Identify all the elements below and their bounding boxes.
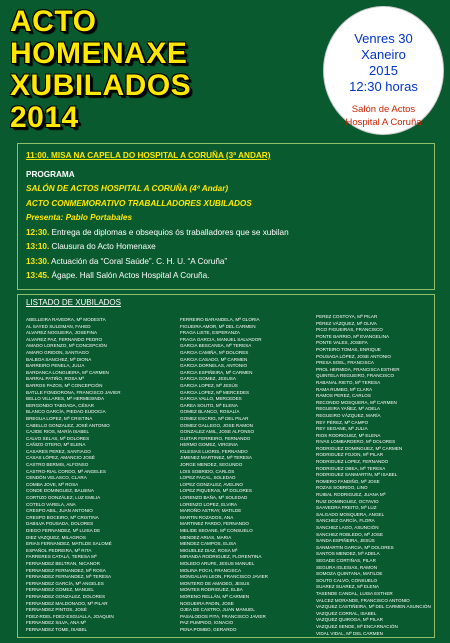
retiree-name: BALBOA SANCHEZ, Mª DIONA — [26, 356, 92, 362]
retiree-name: CASTRO-RIAL CORDO, Mª ANGELES — [26, 468, 106, 474]
retiree-name: FERREIRO BARANDELA, Mª GLORIA — [180, 317, 260, 322]
retiree-name: CALVO SELAS, Mª DOLORES — [26, 435, 90, 441]
retiree-name: ROZAS SOBRIDO, LINO — [316, 485, 368, 491]
retiree-name: SANCHEZ GARCÍA, FLORA — [316, 518, 375, 524]
retiree-name: LORENZO BAÑA, Mª SOLEDAD — [180, 495, 248, 501]
retiree-name: CAJIDE RIOS, MARÍA ISABEL — [26, 429, 90, 435]
presenter-line: Presenta: Pablo Portabales — [26, 213, 133, 222]
retiree-name: CRESPO ABIL, JUAN ANTONIO — [26, 508, 93, 514]
title-line-1: ACTO — [10, 5, 97, 38]
retiree-name: GARCIA BESCANSA, Mª TERESA — [180, 343, 252, 349]
retiree-name: PROL HERMIDA, FRANCISCA ESTHER — [316, 366, 400, 372]
venue-line-2: Hospital A Coruña — [345, 117, 422, 128]
title-line-3: XUBILADOS — [10, 69, 192, 102]
retiree-name: MONTES RODRIGUEZ, ELBA — [180, 587, 243, 593]
program-box — [17, 143, 435, 290]
retiree-name: DIEGO FERNANDEZ, Mª LUISA DE — [26, 528, 101, 533]
program-item-time: 13:10. — [26, 242, 50, 251]
retiree-name: BLANCO GARCÍA, PIEDAD EUDOCIA — [26, 409, 106, 415]
retiree-name: VAZQUEZ QUIROGA, Mª PILAR — [316, 617, 383, 623]
retiree-name: FERNANDEZ FERNANDEZ, Mª ROSA — [26, 567, 106, 573]
retiree-name: GARCIA ESPIÑEIRA, Mª CARMEN — [180, 369, 253, 375]
retiree-name: MIRANDA RODRIGUEZ, FLORENTINA — [180, 554, 262, 560]
retiree-name: FERNANDEZ MALDONADO, Mª PILAR — [26, 600, 108, 606]
retiree-name: MENDEZ CAMPOS, ELISA — [180, 541, 237, 547]
retiree-name: AMADO LORENZO, Mª CONCEPCIÓN — [26, 343, 107, 349]
time-line: 12:30 horas — [349, 79, 418, 94]
retiree-name: REGUEIRO VÁZQUEZ, MARÍA — [316, 412, 381, 418]
retiree-name: RUIBAL RODRIGUEZ, JUANA Mª — [316, 492, 386, 498]
retiree-name: FARRERES CATALÁ, TERESA Mª — [26, 554, 97, 560]
retiree-name: SEGURA IGLESIAS, RAMON — [316, 564, 378, 570]
retiree-name: POUSADA LÓPEZ, JOSE ANTONIO — [316, 353, 391, 359]
retiree-name: ALVAREZ NOGUEIRA, JOSEFINA — [26, 330, 98, 336]
retiree-name: RUIZ DOMINGUEZ, OCTAVIO — [316, 498, 379, 504]
retiree-name: QUINTELA REGUEIRO, FRANCISCO — [316, 373, 395, 379]
retiree-name: MORENO RELLÁN, Mª CARMEN — [180, 593, 250, 599]
retiree-name: FRAGA LISTE, ESPERANZA — [180, 330, 240, 336]
program-item — [26, 241, 426, 253]
program-item-time: 13:30. — [26, 256, 50, 266]
retiree-name: RODRIGUEZ SANMARTIN, Mª ISABEL — [316, 472, 398, 478]
retiree-name: FERNANDEZ GOMEZ, MANUEL — [26, 587, 94, 593]
retiree-name: RECONDO MOSQUERA, Mª CARMEN — [316, 399, 397, 405]
venue-line-1: Salón de Actos — [351, 104, 416, 115]
retiree-name: RAMA RUMBO, Mª CLARA — [316, 386, 373, 392]
retirees-list-box — [17, 294, 435, 638]
retiree-name: OJEA DE CASTRO, JUAN MANUEL — [180, 607, 255, 613]
retiree-name: SAAVEDRA FREITO, Mª LUZ — [316, 505, 377, 511]
retiree-name: RABANAL RIETO, Mª TERESA — [316, 379, 381, 385]
retiree-name: MAROÑO ASTRAY, MATILDE — [180, 508, 242, 514]
retiree-name: ESPAÑOL PEDREIRA, Mª RITA — [26, 547, 92, 553]
program-item — [26, 256, 426, 268]
retiree-name: GARCIA GOMEZ, JESUSA — [180, 376, 236, 382]
retiree-name: CRESPO BOCEIRO, Mª CRISTINA — [26, 514, 99, 520]
retiree-name: MONGALIAN LEON, FRANCISCO JAVIER — [180, 574, 268, 580]
retiree-name: FIGUEIRA AMOR, Mª DEL CARMEN — [180, 323, 256, 329]
retiree-name: BARROS PAZOS, Mª CONCEPCIÓN — [26, 382, 103, 388]
retiree-name: DIEZ VAZQUEZ, MILAGROS — [26, 534, 86, 540]
title-line-2: HOMENAXE — [10, 37, 188, 70]
retiree-name: PORTEIRO TOMAS, ENRIQUE — [316, 346, 381, 352]
retiree-name: MIGUELEZ DIAZ, ROSA Mª — [180, 547, 238, 553]
retiree-name: REGUEIRA YAÑEZ, Mª ADELA — [316, 406, 381, 412]
retiree-name: FERNANDEZ GONZALEZ, DOLORES — [26, 593, 106, 599]
retiree-name: SOMOZA QUINTANA, MATILDE — [316, 571, 383, 577]
retiree-name: SANDA ESPIÑEIRA, JESÚS — [316, 538, 375, 544]
retiree-name: RIVAS LOMBARDERO, Mª DOLORES — [316, 439, 396, 445]
retiree-name: RAMOS PEREZ, CARLOS — [316, 393, 371, 399]
program-item-time: 12:30. — [26, 227, 50, 237]
event-title — [10, 6, 191, 134]
retiree-name: RODRIGUEZ OBEA, Mª TERESA — [316, 465, 386, 471]
hall-line: SALÓN DE ACTOS HOSPITAL A CORUÑA (4ª Andar) — [26, 184, 229, 193]
program-item-text: Entrega de diplomas e obsequios ós traballadores que se xubilan — [51, 227, 289, 237]
retiree-name: IGLESIAS LUGRIS, FERNANDO — [180, 448, 248, 454]
program-item — [26, 227, 426, 239]
retiree-name: PEREZ COSTOYA, Mª PILAR — [316, 314, 378, 319]
retiree-name: FRAGA GARCIA, MANUEL SALVADOR — [180, 336, 262, 342]
retiree-name: FDEZ-RDEL FDEZ-ESGUALLA, JOAQUIN — [26, 613, 114, 619]
retiree-name: GAREA SOUTO, Mª ELENA — [180, 402, 238, 408]
retiree-name: BREGUA LOPEZ, Mª CRISTINA — [26, 415, 93, 421]
retiree-name: MARTINEZ PARDO, FERNANDO — [180, 521, 249, 527]
retiree-name: TASENDE CANDAL, LUISA ESTHER — [316, 590, 393, 596]
retiree-name: PÉREZ VÁZQUEZ, Mª OLIVA — [316, 320, 377, 326]
act-line: ACTO CONMEMORATIVO TRABALLADORES XUBILADOS — [26, 198, 252, 208]
retiree-name: GARCIA DORNELAS, ANTONIO — [180, 363, 248, 369]
retiree-name: VAZQUEZ CASTIÑEIRA, Mª DEL CARMEN ASUNCIÓN — [316, 604, 431, 610]
retiree-name: REY SEOANE, Mª JULIA — [316, 426, 368, 432]
retiree-name: HERMO GOMEZ, VIRGINIA — [180, 442, 238, 448]
retiree-name: FERNANDEZ BELTRAN, NICANOR — [26, 560, 100, 566]
retiree-name: SANCHEZ ROBLEDO, Mª JOSE — [316, 531, 384, 537]
retiree-name: JORGE MENDEZ, SEGUNDO — [180, 462, 243, 468]
date-line-2: Xaneiro — [361, 47, 406, 62]
retiree-name: LOPEZ PIQUERAS, Mª DOLORES — [180, 488, 252, 494]
retiree-name: FERNANDEZ FERNANDEZ, Mª TERESA — [26, 574, 112, 580]
program-heading: PROGRAMA — [26, 169, 75, 179]
retiree-name: RIOS RODRIGUEZ, Mª ELENA — [316, 432, 381, 438]
retiree-name: GUITAR FERREIRO, FERNANDO — [180, 435, 251, 441]
retiree-name: CABELLO GONZALEZ, JOSÉ ANTONIO — [26, 422, 110, 428]
retiree-name: CORTIZO GONZÁLEZ, LUZ EMILIA — [26, 495, 101, 501]
retiree-name: VALCEZ MORANDE, FRANCISCO ANTONIO — [316, 597, 410, 603]
retiree-name: FERNANDEZ TOME, ISABEL — [26, 626, 88, 632]
date-line-1: Venres 30 — [354, 31, 413, 46]
retirees-column-2 — [180, 317, 310, 634]
retiree-name: FERNANDEZ SILVA, ANA Mª — [26, 620, 86, 626]
program-item-text: Ágape. Hall Salón Actos Hospital A Coruña. — [51, 271, 210, 280]
retiree-name: COMBA JOVE, Mª ROSA — [26, 481, 79, 487]
date-oval — [323, 6, 444, 135]
retiree-name: SOUTO CALVO, CONSUELO — [316, 577, 378, 583]
retiree-name: MENDEZ ARIAS, MARIA — [180, 534, 232, 540]
retiree-name: JIMENEZ MARTINEZ, Mª TERESA — [180, 455, 252, 461]
retiree-name: GOMEZ GALLEGO, JOSE RAMON — [180, 422, 254, 428]
retiree-name: RODRIGUEZ DOMINGUEZ, Mª CARMEN — [316, 445, 403, 451]
program-item — [26, 270, 426, 282]
retiree-name: AL SAYED SULEIMAN, FAHED — [26, 323, 91, 329]
retiree-name: PASALODOS PITA, FRANCISCO JAVIER — [180, 613, 266, 619]
retiree-name: CAÑIZO OTERO, Mª ELENA — [26, 442, 86, 448]
retiree-name: DABILVA POUSADA, DOLORES — [26, 521, 94, 527]
retiree-name: GARCIA LOPEZ, Mª MERCEDES — [180, 389, 250, 395]
retiree-name: VAZQUEZ SENDE, Mª ENCARNACIÓN — [316, 623, 398, 629]
retiree-name: GOMEZ BLANCO, ROSALÍA — [180, 409, 240, 415]
retiree-name: SANTOS MENDEZ, Mª ADELA — [316, 551, 380, 557]
retiree-name: RODRIGUEZ FOJON, Mª PILAR — [316, 452, 384, 458]
retiree-name: SEGADE CORTIÑAS, PILAR — [316, 557, 376, 563]
retiree-name: CASTRO BERMIS, ALFONSO — [26, 462, 89, 468]
retiree-name: COTELO VARELA, ANA — [26, 501, 76, 507]
retiree-name: MOLEDO ARUFE, JESUS MANUEL — [180, 560, 255, 566]
list-heading: LISTADO DE XUBILADOS — [26, 298, 121, 307]
retiree-name: GOMEZ ESCRIG, Mª DEL PILAR — [180, 415, 249, 421]
retiree-name: FERNANDEZ GARCÍA, Mª ANGELES — [26, 580, 104, 586]
retiree-name: BARREIRO PENELA, JULIA — [26, 363, 85, 369]
title-line-4: 2014 — [10, 101, 79, 134]
retiree-name: PONTE BARRIO, Mª EVANGELINA — [316, 333, 390, 339]
retiree-name: LORENZO LOPEZ, ELVIRA — [180, 501, 238, 507]
retiree-name: GARCIA CAMIÑA, Mª DOLORES — [180, 349, 249, 355]
retiree-name: VAZQUEZ CORRAL, ISABEL — [316, 610, 377, 616]
program-item-time: 13:45. — [26, 271, 50, 280]
retiree-name: REY PÉREZ, Mª CAMPO — [316, 419, 369, 425]
retiree-name: BARRAL PATIÑO, ROSA Mª — [26, 376, 85, 382]
retiree-name: ROMERO FANDIÑO, Mª JOSE — [316, 478, 380, 484]
program-item-text: Clausura do Acto Homenaxe — [51, 242, 156, 251]
retirees-column-1 — [26, 317, 176, 634]
retiree-name: LOPEZ FACAL, SOLEDAD — [180, 475, 236, 481]
retiree-name: VIDAL VIDAL, Mª DEL CARMEN — [316, 630, 383, 636]
retiree-name: LOIS SOBRIDO, CARLOS — [180, 468, 235, 474]
retiree-name: BELLO VILLARES, Mª HERMESINDA — [26, 396, 105, 402]
retiree-name: SANCHEZ LAGO, ASUNCIÓN — [316, 525, 379, 530]
retiree-name: BATLLE FONDORONA, FRANCISCO JAVIER — [26, 389, 121, 395]
retiree-name: BERGONDO TABOADA, CÉSAR — [26, 402, 94, 408]
retiree-name: NOGUEIRA PADIN, JOSE — [180, 600, 234, 606]
retiree-name: PRESA SOEL, FRANCISCA — [316, 360, 374, 366]
retiree-name: SUAREZ SUAREZ, Mª ELENA — [316, 584, 379, 590]
retirees-column-3 — [316, 314, 431, 637]
retiree-name: CONDE DOMINGUEZ, BALBINA — [26, 488, 94, 494]
retiree-name: SALGADO MOSQUERA, ANGEL — [316, 511, 385, 517]
retiree-name: ABELLEIRA RAVEDRA, Mª MODESTA — [26, 317, 106, 322]
date-line-3: 2015 — [369, 63, 398, 78]
retiree-name: GONZALEZ AMIL, JOSE ALFONSO — [180, 429, 255, 435]
retiree-name: BARDANCA LONGUEIRA, Mª CARMEN — [26, 369, 109, 375]
retiree-name: AMARO GRIDON, SANTIAGO — [26, 349, 89, 355]
retiree-name: ERIAS FERNANDEZ, MATILDE SALOMÉ — [26, 541, 112, 547]
program-item-text: Actuación da “Coral Saúde”. C. H. U. “A Coruña” — [51, 256, 228, 266]
retiree-name: GARCIA CASADO, Mª CARMEN — [180, 356, 248, 362]
retiree-name: MARTIN ROZADOS, ANA — [180, 514, 234, 520]
retiree-name: PICO FIGUEIRAS, FRANCISCO — [316, 327, 383, 333]
retiree-name: LOPEZ GONZALEZ, AVELINO — [180, 481, 243, 487]
retiree-name: CASARES PEREZ, SANTIAGO — [26, 448, 91, 454]
retiree-name: SANMARTIN GARCIA, Mª DOLORES — [316, 544, 394, 550]
mass-line: 11:00. MISA NA CAPELA DO HOSPITAL A CORUÑA (3ª ANDAR) — [26, 151, 271, 160]
retiree-name: GARCIA LOPEZ, Mª JESÚS — [180, 382, 238, 388]
retiree-name: MOLINA POCH, FRANCISCA — [180, 567, 242, 573]
retiree-name: MONTERO DE AMADEO, JESUS — [180, 580, 250, 586]
retiree-name: CENDÓN VELASCO, CLARA — [26, 475, 87, 481]
retiree-name: RODRIGUEZ LOPEZ, FERNANDO — [316, 459, 389, 465]
retiree-name: PAZ PUMPIDO, IGNACIO — [180, 620, 234, 626]
retiree-name: MELIDE SEOANE, Mª CONSUELO — [180, 528, 253, 533]
retiree-name: PENA POMBO, GERARDO — [180, 626, 237, 632]
retiree-name: ALVAREZ PAZ, FERNANDO PEDRO — [26, 336, 103, 342]
retiree-name: FERNANDEZ PINTOS, JOSÉ — [26, 607, 87, 613]
retiree-name: PONTE VALES, JOSEFA — [316, 340, 368, 346]
retiree-name: CASAS LÓPEZ, AMANCIO JOSÉ — [26, 455, 95, 461]
retiree-name: GARCIA VALLO, MERCEDES — [180, 396, 242, 402]
